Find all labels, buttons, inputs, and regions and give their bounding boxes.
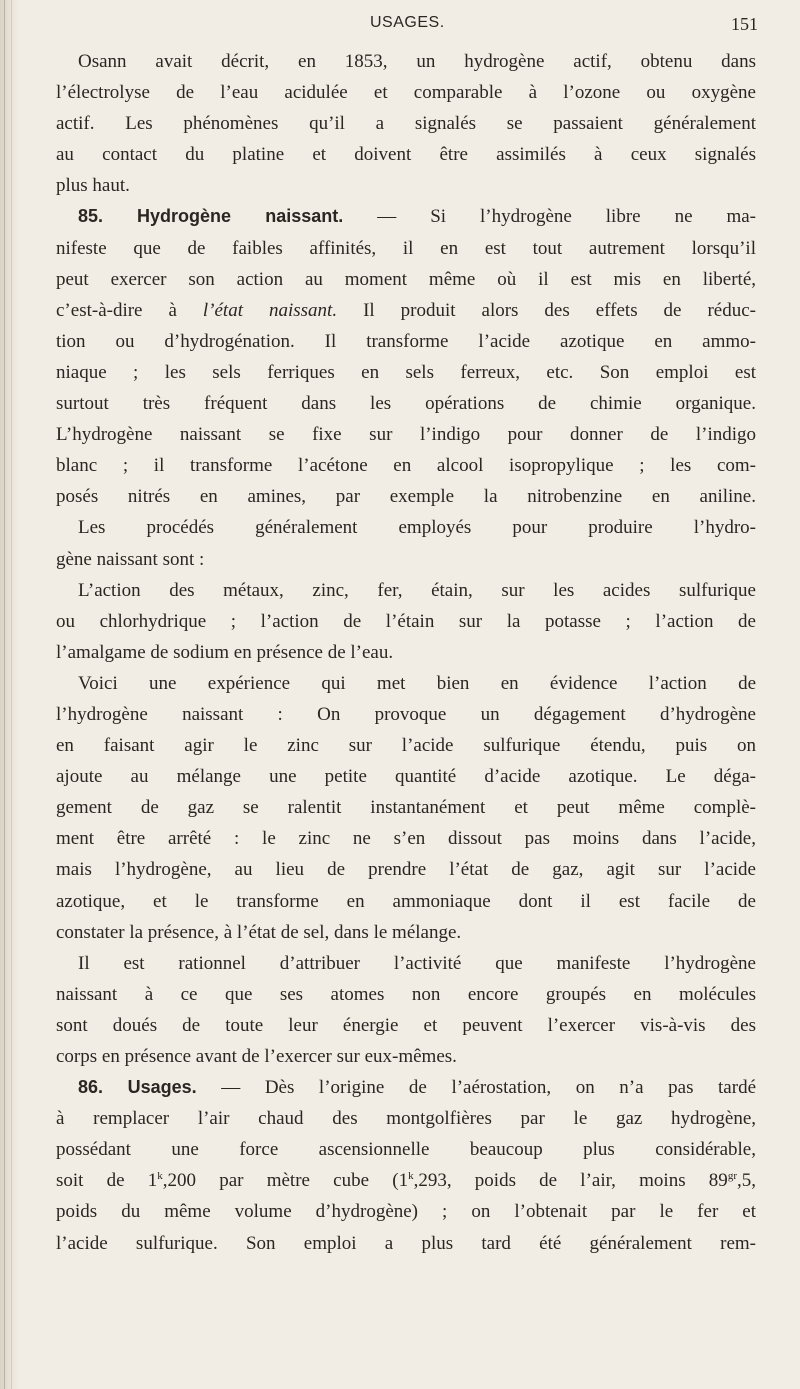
text-line: l’hydrogène naissant : On provoque un dégagement d’hydrogène: [56, 703, 756, 725]
text-line: mais l’hydrogène, au lieu de prendre l’état de gaz, agit sur l’acide: [56, 859, 756, 881]
text-line: nifeste que de faibles affinités, il en est tout autrement lorsqu’il: [56, 237, 756, 259]
text-run: ,5,: [736, 1170, 756, 1192]
section-title: Hydrogène naissant.: [137, 206, 344, 227]
text-line: ajoute au mélange une petite quantité d’acide azotique. Le déga-: [56, 766, 756, 788]
running-head: [56, 14, 758, 38]
text-line: à remplacer l’air chaud des montgolfières par le gaz hydrogène,: [56, 1108, 756, 1130]
text-line: possédant une force ascensionnelle beaucoup plus considérable,: [56, 1139, 756, 1161]
text-run: Il produit alors des effets de réduc-: [363, 299, 756, 321]
text-line: ment être arrêté : le zinc ne s’en dissout pas moins dans l’acide,: [56, 828, 756, 850]
section-85-heading-line: [56, 201, 756, 232]
section-dash: —: [377, 206, 397, 228]
section-number: 85.: [78, 206, 104, 227]
text-line: gène naissant sont :: [56, 548, 205, 570]
section-86-heading-line: [56, 1072, 756, 1103]
italic-term: l’état naissant.: [202, 299, 338, 321]
section-number: 86.: [78, 1077, 104, 1098]
text-line: peut exercer son action au moment même où il est mis en liberté,: [56, 268, 756, 290]
text-line-with-italic: [56, 295, 756, 326]
text-line: surtout très fréquent dans les opérations de chimie organique.: [56, 393, 756, 415]
text-line: l’acide sulfurique. Son emploi a plus tard été généralement rem-: [56, 1232, 756, 1254]
text-line: corps en présence avant de l’exercer sur eux-mêmes.: [56, 1046, 457, 1067]
text-line: Osann avait décrit, en 1853, un hydrogène actif, obtenu dans: [78, 51, 756, 72]
text-line: posés nitrés en amines, par exemple la nitrobenzine en aniline.: [56, 486, 756, 508]
text-run: Dès l’origine de l’aérostation, on n’a pas tardé: [264, 1077, 757, 1099]
text-run: soit de 1: [56, 1170, 158, 1192]
text-line: l’amalgame de sodium en présence de l’eau.: [56, 641, 394, 663]
text-line-with-units: [56, 1165, 756, 1196]
unit-superscript: gr: [727, 1170, 737, 1183]
text-run: c’est-à-dire à: [56, 299, 177, 321]
binding-edge-line: [4, 0, 5, 1389]
text-line: L’action des métaux, zinc, fer, étain, sur les acides sulfurique: [78, 579, 756, 601]
text-line: naissant à ce que ses atomes non encore groupés en molécules: [56, 983, 756, 1005]
page-body: [56, 46, 756, 1259]
binding-edge-line: [11, 0, 12, 1389]
section-title: Usages.: [127, 1077, 197, 1098]
unit-superscript: k: [408, 1170, 414, 1183]
text-line: plus haut.: [56, 175, 130, 197]
text-line: poids du même volume d’hydrogène) ; on l’obtenait par le fer et: [56, 1201, 756, 1223]
text-line: ou chlorhydrique ; l’action de l’étain sur la potasse ; l’action de: [56, 610, 756, 632]
text-line: en faisant agir le zinc sur l’acide sulfurique étendu, puis on: [56, 735, 756, 757]
text-line: Il est rationnel d’attribuer l’activité que manifeste l’hydrogène: [78, 952, 756, 974]
text-line: au contact du platine et doivent être assimilés à ceux signalés: [56, 144, 756, 166]
binding-shadow: [0, 0, 20, 1389]
text-line: niaque ; les sels ferriques en sels ferreux, etc. Son emploi est: [56, 361, 756, 383]
text-line: blanc ; il transforme l’acétone en alcool isopropylique ; les com-: [56, 455, 756, 477]
text-run: ,200 par mètre cube (1: [162, 1170, 409, 1192]
text-line: constater la présence, à l’état de sel, dans le mélange.: [56, 921, 462, 943]
text-line: azotique, et le transforme en ammoniaque dont il est facile de: [56, 890, 756, 912]
text-line: actif. Les phénomènes qu’il a signalés se passaient généralement: [56, 113, 756, 135]
text-run: Si l’hydrogène libre ne ma-: [430, 206, 757, 228]
text-line: l’électrolyse de l’eau acidulée et comparable à l’ozone ou oxygène: [56, 82, 756, 104]
section-dash: —: [221, 1077, 241, 1099]
running-title: USAGES.: [370, 14, 445, 31]
text-line: Voici une expérience qui met bien en évidence l’action de: [78, 672, 756, 694]
page-number: 151: [731, 14, 758, 34]
unit-superscript: k: [157, 1170, 163, 1183]
text-line: sont doués de toute leur énergie et peuvent l’exercer vis-à-vis des: [56, 1014, 756, 1036]
text-line: L’hydrogène naissant se fixe sur l’indigo pour donner de l’indigo: [56, 424, 756, 446]
text-run: ,293, poids de l’air, moins 89: [413, 1170, 728, 1192]
text-line: gement de gaz se ralentit instantanément et peut même complè-: [56, 797, 756, 819]
text-line: Les procédés généralement employés pour produire l’hydro-: [78, 517, 756, 539]
text-line: tion ou d’hydrogénation. Il transforme l’acide azotique en ammo-: [56, 330, 756, 352]
